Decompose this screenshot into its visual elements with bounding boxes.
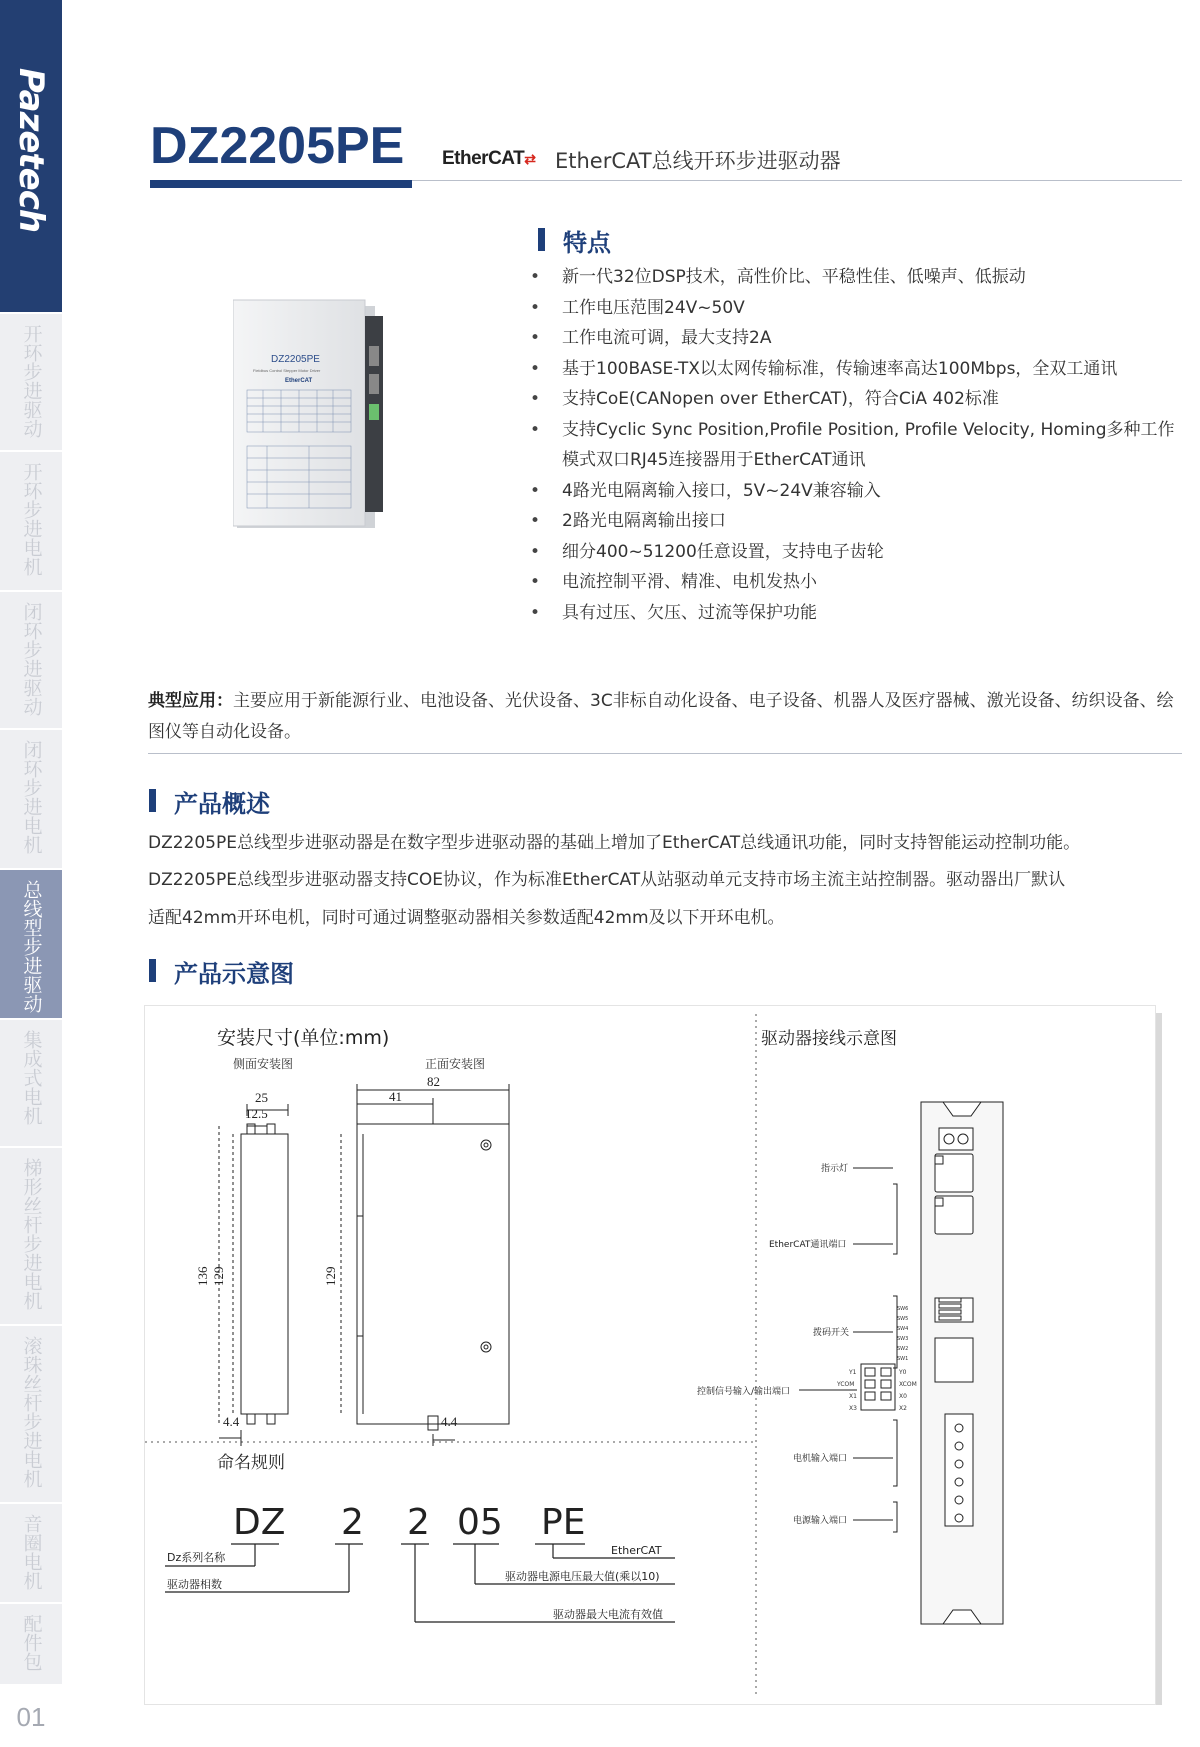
sidebar-item-label: 总线型步进驱动: [20, 880, 43, 1013]
overview-paragraph: 适配42mm开环电机，同时可通过调整驱动器相关参数适配42mm及以下开环电机。: [148, 908, 785, 928]
brand-logo: Pazetech: [11, 67, 51, 233]
overview-paragraph: DZ2205PE总线型步进驱动器支持COE协议，作为标准EtherCAT从站驱动单元支持市场主流主站控制器。驱动器出厂默认: [148, 870, 1066, 890]
dim-136: 136: [195, 1266, 210, 1286]
naming-part-voltage: 2: [407, 1502, 430, 1543]
io-pin-label: Y1: [849, 1369, 857, 1376]
side-view-label: 侧面安装图: [233, 1057, 294, 1071]
sidebar-item-integrated-motor[interactable]: [0, 1018, 62, 1146]
io-pin-label: Y0: [899, 1369, 907, 1376]
sidebar-item-accessory-kit[interactable]: [0, 1602, 62, 1684]
naming-desc-voltage: 驱动器电源电压最大值(乘以10): [505, 1570, 660, 1583]
sidebar-item-label: 开环步进电机: [20, 462, 43, 576]
application-text: 主要应用于新能源行业、电池设备、光伏设备、3C非标自动化设备、电子设备、机器人及医疗器械、激光设备、纺织设备、绘图仪等自动化设备。: [148, 691, 1174, 742]
diagram-title: 产品示意图: [174, 960, 294, 988]
dim-4-4-side: 4.4: [223, 1414, 240, 1429]
install-title: 安装尺寸(单位:mm): [217, 1027, 390, 1049]
indicator-leds: [939, 1128, 973, 1150]
feature-item: • 4路光电隔离输入接口，5V~24V兼容输入: [530, 476, 1190, 507]
rj45-port: [369, 374, 379, 394]
sidebar-item-open-loop-motor[interactable]: [0, 450, 62, 590]
sidebar-item-closed-loop-motor[interactable]: [0, 728, 62, 868]
header-divider: [412, 180, 1182, 181]
product-photo: [233, 296, 387, 536]
io-connector: [861, 1364, 895, 1410]
wiring-title: 驱动器接线示意图: [761, 1029, 897, 1049]
feature-item: • 基于100BASE-TX以太网传输标准，传输速率高达100Mbps，全双工通讯: [530, 354, 1190, 385]
naming-part-current: 05: [457, 1502, 503, 1543]
motor-port-label: 电机输入端口: [793, 1454, 848, 1464]
naming-part-phase: 2: [341, 1502, 364, 1543]
sw-label: SW1: [897, 1356, 909, 1362]
indicator-label: 指示灯: [821, 1164, 849, 1174]
sidebar-item-label: 音圈电机: [20, 1514, 43, 1590]
power-port-label: 电源输入端口: [793, 1516, 848, 1526]
feature-item: • 工作电压范围24V~50V: [530, 293, 1190, 324]
naming-part-bus: PE: [541, 1502, 586, 1543]
device-logo: EtherCAT: [285, 378, 313, 384]
page-number: 01: [16, 1702, 46, 1732]
dim-25: 25: [255, 1090, 268, 1105]
dim-41: 41: [389, 1089, 402, 1104]
sidebar-item-voice-coil-motor[interactable]: [0, 1502, 62, 1602]
naming-desc-series: Dz系列名称: [167, 1551, 226, 1564]
feature-item: • 支持CoE(CANopen over EtherCAT)，符合CiA 402标准: [530, 384, 1190, 415]
sw-labels: [897, 1306, 908, 1362]
overview-paragraph: DZ2205PE总线型步进驱动器是在数字型步进驱动器的基础上增加了EtherCAT总线通讯功能，同时支持智能运动控制功能。: [148, 833, 1081, 853]
section-marker: [149, 789, 156, 812]
sidebar-item-label: 梯形丝杆步进电机: [20, 1158, 43, 1310]
sidebar-item-ball-screw-motor[interactable]: [0, 1324, 62, 1502]
io-pin-label: X0: [899, 1393, 907, 1400]
feature-item: • 工作电流可调，最大支持2A: [530, 323, 1190, 354]
sidebar-item-closed-loop-driver[interactable]: [0, 590, 62, 728]
naming-desc-current: 驱动器最大电流有效值: [553, 1608, 663, 1621]
feature-item: • 支持Cyclic Sync Position,Profile Position, Profile Velocity, Homing多种工作模式双口RJ45连接器用于EtherCAT通讯: [530, 415, 1190, 476]
sw-label: SW4: [897, 1326, 909, 1332]
section-divider: [148, 753, 1182, 754]
ethercat-port-label: EtherCAT通讯端口: [769, 1240, 847, 1250]
section-marker: [538, 228, 545, 251]
sidebar-item-label: 闭环步进驱动: [20, 602, 43, 716]
sw-label: SW6: [897, 1306, 909, 1312]
sw-label: SW2: [897, 1346, 909, 1352]
arrow-icon: ⇄: [524, 151, 536, 167]
sw-label: SW3: [897, 1336, 909, 1342]
device-sub-label: Fieldbus Control Stepper Motor Driver: [253, 368, 321, 373]
naming-desc-phase: 驱动器相数: [167, 1578, 222, 1591]
sidebar-item-open-loop-driver[interactable]: [0, 312, 62, 450]
io-pin-label: X2: [899, 1405, 907, 1412]
feature-item: • 细分400~51200任意设置，支持电子齿轮: [530, 537, 1190, 568]
dim-129-side: 129: [211, 1266, 226, 1286]
features-list: [530, 262, 1190, 628]
dim-82: 82: [427, 1074, 440, 1089]
io-pin-label: YCOM: [837, 1381, 855, 1388]
dip-switch-label: 拨码开关: [813, 1328, 850, 1338]
features-title: 特点: [563, 229, 611, 257]
typical-application: [148, 686, 1188, 748]
front-view-drawing: [341, 1084, 509, 1446]
sw-label: SW5: [897, 1316, 909, 1322]
rj45-port: [369, 346, 379, 366]
diagram-canvas: [145, 1006, 1157, 1706]
section-marker: [149, 959, 156, 982]
dim-12-5: 12.5: [245, 1106, 268, 1121]
device-model-label: DZ2205PE: [271, 354, 320, 365]
feature-item: • 具有过压、欠压、过流等保护功能: [530, 598, 1190, 629]
sidebar-item-trapezoidal-screw-motor[interactable]: [0, 1146, 62, 1324]
sidebar-item-label: 配件包: [20, 1614, 43, 1671]
dim-4-4-front: 4.4: [441, 1414, 458, 1429]
terminal-block: [369, 404, 379, 420]
io-port-label: 控制信号输入/输出端口: [697, 1387, 791, 1397]
naming-part-dz: DZ: [233, 1502, 286, 1543]
sidebar: [0, 0, 62, 1747]
naming-title: 命名规则: [217, 1453, 285, 1473]
feature-item: • 电流控制平滑、精准、电机发热小: [530, 567, 1190, 598]
model-title: DZ2205PE: [150, 117, 405, 175]
io-pin-label: X3: [849, 1405, 857, 1412]
wiring-brackets: [799, 1168, 897, 1532]
title-underline: [150, 180, 412, 188]
driver-outline: [921, 1102, 1003, 1624]
feature-item: • 新一代32位DSP技术，高性价比、平稳性佳、低噪声、低振动: [530, 262, 1190, 293]
naming-desc-bus: EtherCAT: [611, 1544, 662, 1557]
side-view-drawing: [219, 1104, 288, 1446]
io-pin-label: XCOM: [899, 1381, 917, 1388]
sidebar-item-label: 闭环步进电机: [20, 740, 43, 854]
sidebar-item-label: 集成式电机: [20, 1030, 43, 1125]
header-subtitle: EtherCAT总线开环步进驱动器: [555, 149, 841, 173]
ethercat-logo-text: EtherCAT: [442, 148, 525, 169]
dim-129-front: 129: [323, 1266, 338, 1286]
front-view-label: 正面安装图: [425, 1057, 486, 1071]
naming-code: [233, 1502, 585, 1543]
wiring-labels: [697, 1162, 849, 1526]
ethercat-logo: [442, 148, 535, 170]
overview-title: 产品概述: [174, 790, 270, 818]
brand-block: [0, 0, 62, 312]
feature-item: • 2路光电隔离输出接口: [530, 506, 1190, 537]
diagram-card: [144, 1005, 1156, 1705]
sidebar-item-label: 开环步进驱动: [20, 324, 43, 438]
io-pin-label: X1: [849, 1393, 857, 1400]
application-label: 典型应用：: [148, 691, 233, 711]
sidebar-item-bus-driver[interactable]: [0, 868, 62, 1018]
sidebar-item-label: 滚珠丝杆步进电机: [20, 1336, 43, 1488]
